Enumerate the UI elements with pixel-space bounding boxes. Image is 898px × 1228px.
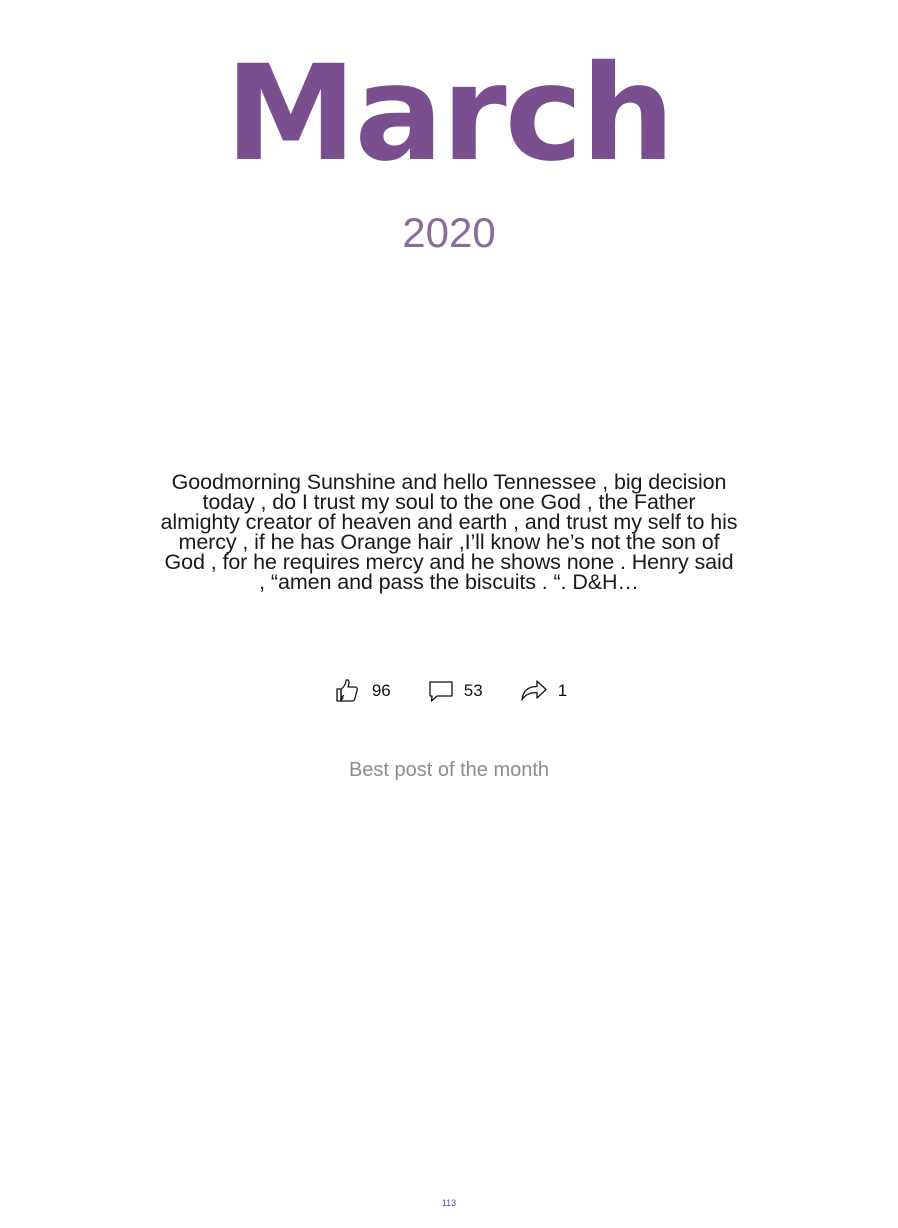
page-number: 113 <box>441 1198 457 1208</box>
comment-reaction[interactable] <box>427 677 483 705</box>
comment-count: 53 <box>463 681 483 700</box>
year-subheading: 2020 <box>402 209 496 256</box>
post-caption: Best post of the month <box>348 759 550 781</box>
reaction-bar <box>0 675 898 707</box>
like-count: 96 <box>371 681 391 700</box>
thumbs-up-icon <box>331 675 363 707</box>
month-heading: March <box>225 37 673 191</box>
like-reaction[interactable] <box>331 675 391 707</box>
post-text: Goodmorning Sunshine and hello Tennessee , big decision today , do I trust my soul to the one God , the Father almighty creator of heaven and earth , and trust my self to his mercy , if he has Orange hair ,I’ll know he’s not the son of God , for he requires mercy and he shows none . Henry said , “amen and pass the biscuits . “. D&H… <box>160 470 738 594</box>
share-arrow-icon <box>519 676 549 706</box>
comment-icon <box>427 677 455 705</box>
share-reaction[interactable] <box>519 676 567 706</box>
share-count: 1 <box>557 681 568 700</box>
